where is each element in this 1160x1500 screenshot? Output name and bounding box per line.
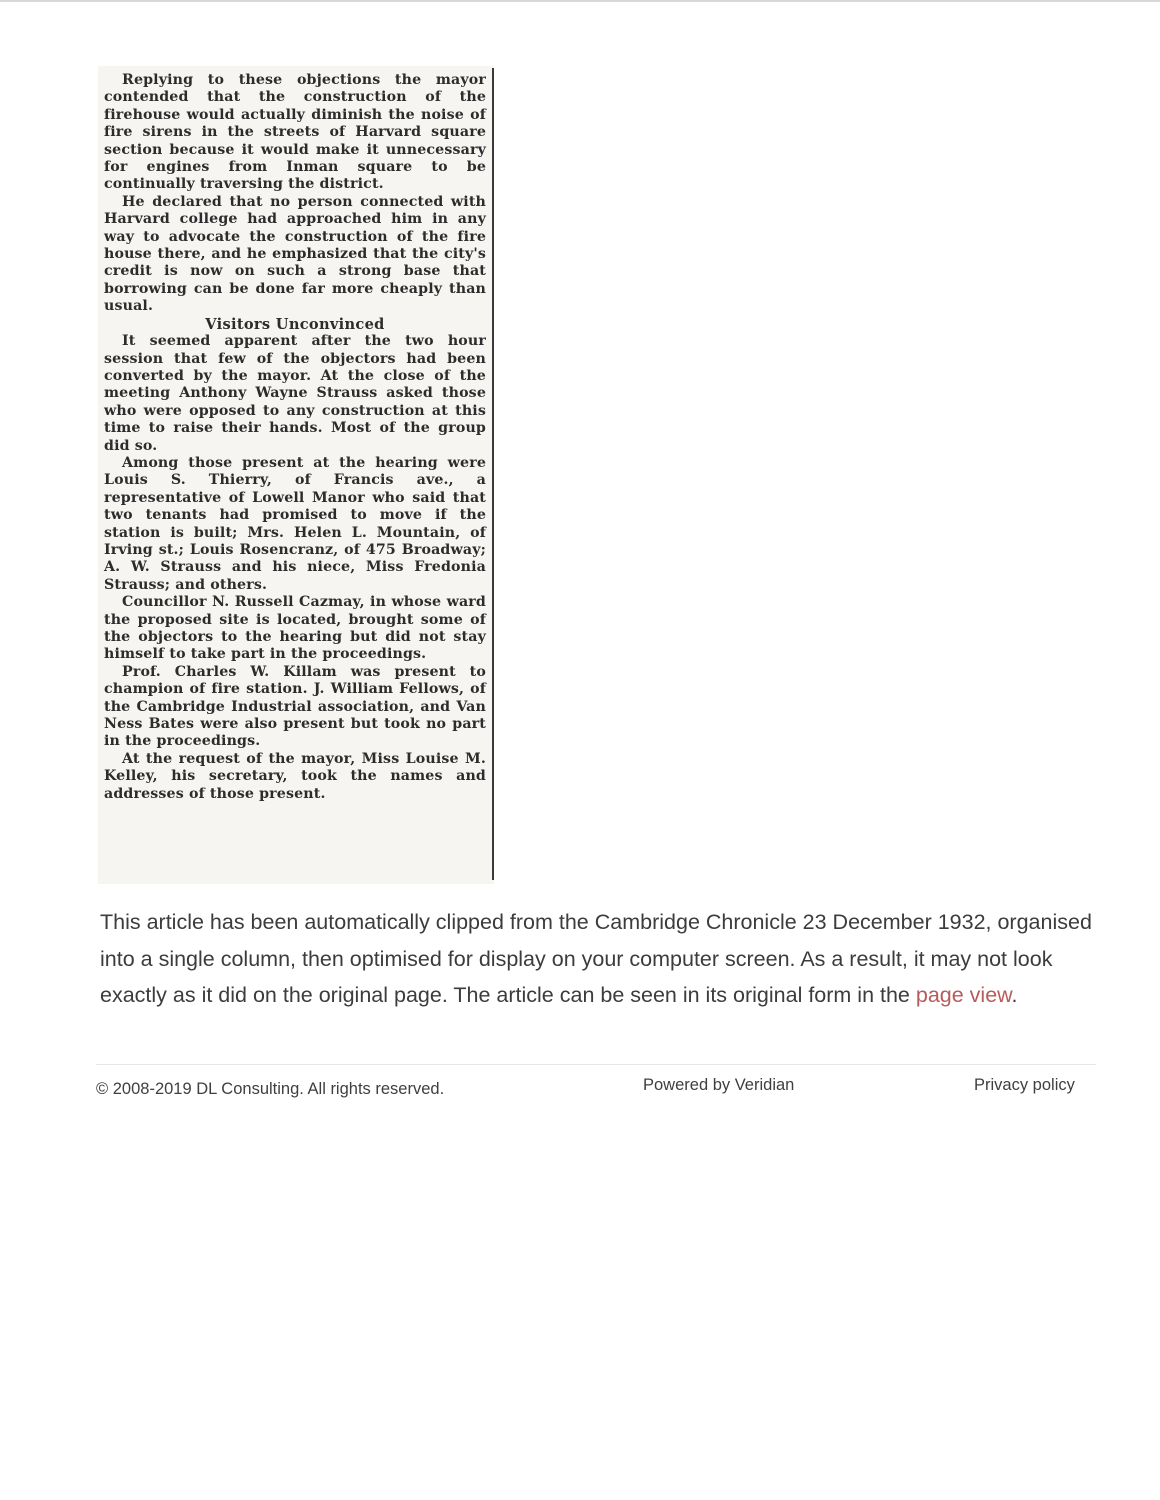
article-clipping [98,66,494,884]
page-view-link[interactable]: page view [915,983,1012,1007]
notice-text-end: . [1011,983,1018,1007]
footer-divider [96,1064,1096,1065]
privacy-policy-link[interactable]: Privacy policy [974,1076,1075,1094]
column-rule [492,68,494,880]
article-paragraph: He declared that no person connected with Harvard college had approached him in any way to advocate the construction of the fire house there, and he emphasized that the city's credit is now on such a strong base that borrowing can be done far more cheaply than usual. [104,193,486,315]
article-paragraph: Among those present at the hearing were Louis S. Thierry, of Francis ave., a representative of Lowell Manor who said that two tenants had promised to move if the station is built; Mrs. Helen L. Mountain, of Irving st.; Louis Rosencranz, of 475 Broadway; A. W. Strauss and his niece, Miss Fredonia Strauss; and others. [104,454,486,593]
article-paragraph: Replying to these objections the mayor contended that the construction of the firehouse would actually diminish the noise of fire sirens in the streets of Harvard square section because it would make it unnecessary for engines from Inman square to be continually traversing the district. [104,72,486,193]
powered-by-link[interactable]: Powered by Veridian [643,1076,795,1094]
copyright-text: © 2008-2019 DL Consulting. All rights reserved. [96,1080,445,1098]
article-paragraph: Councillor N. Russell Cazmay, in whose ward the proposed site is located, brought some of the objectors to the hearing but did not stay himself to take part in the proceedings. [104,594,486,663]
notice-text: This article has been automatically clipped from the Cambridge Chronicle 23 December 1932, organised into a single column, then optimised for display on your computer screen. As a result, it may not look exactly as it did on the original page. The article can be seen in its original form in the [100,910,1092,1007]
clipping-notice [100,904,1100,1014]
article-paragraph: At the request of the mayor, Miss Louise M. Kelley, his secretary, took the names and addresses of those present. [104,750,486,802]
article-body [104,72,486,803]
page-top-rule [0,0,1160,2]
article-paragraph: It seemed apparent after the two hour session that few of the objectors had been converted by the mayor. At the close of the meeting Anthony Wayne Strauss asked those who were opposed to any construction at this time to raise their hands. Most of the group did so. [104,333,486,454]
article-subhead: Visitors Unconvinced [205,315,385,333]
article-paragraph: Prof. Charles W. Killam was present to champion of fire station. J. William Fellows, of the Cambridge Industrial association, and Van Ness Bates were also present but took no part in the proceedings. [104,663,486,750]
